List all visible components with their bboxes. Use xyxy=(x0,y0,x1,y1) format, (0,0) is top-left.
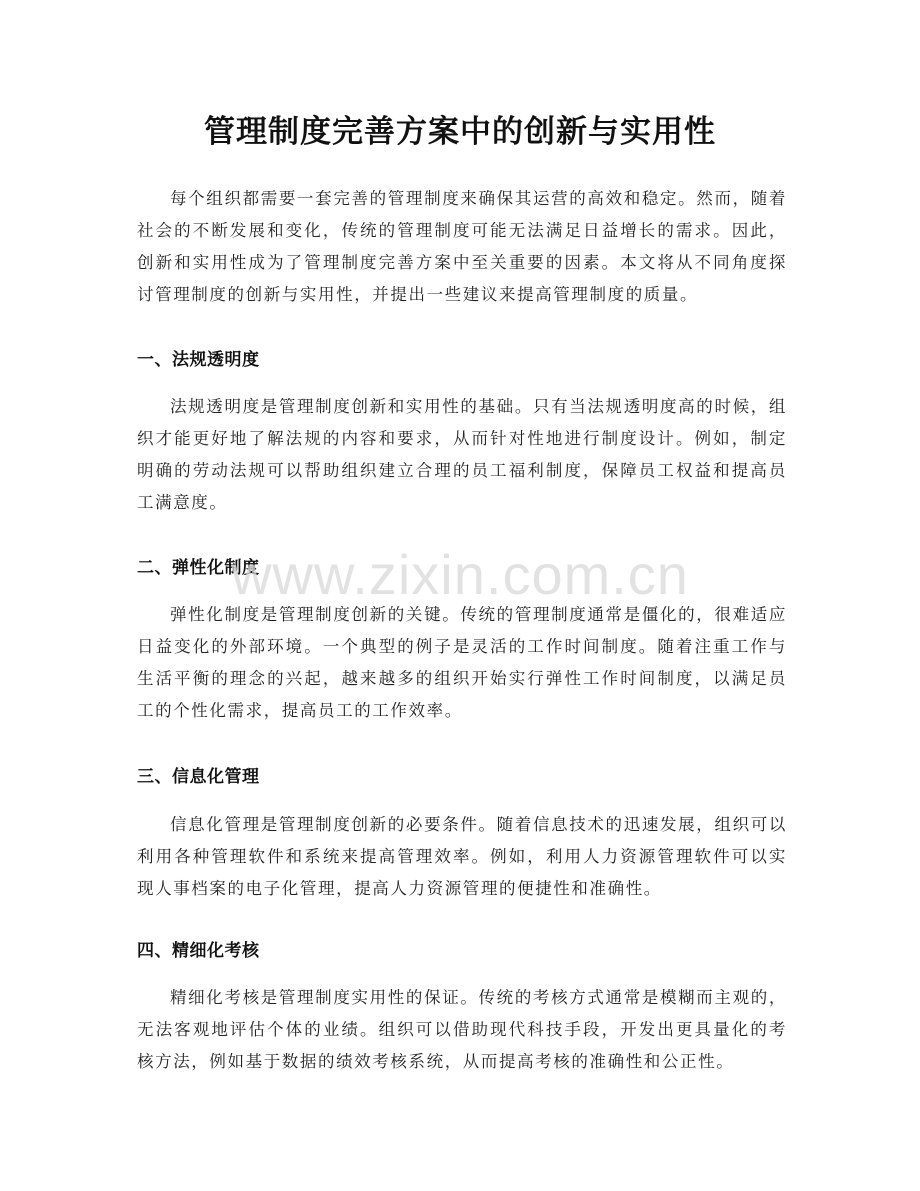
section-heading-flexible-system: 二、弹性化制度 xyxy=(137,558,260,578)
section-body-information-management: 信息化管理是管理制度创新的必要条件。随着信息技术的迅速发展，组织可以利用各种管理软件和系统来提高管理效率。例如，利用人力资源管理软件可以实现人事档案的电子化管理，提高人力资源管理的便捷性和准确性。 xyxy=(137,815,787,898)
section-heading-refined-assessment: 四、精细化考核 xyxy=(137,941,260,961)
intro-paragraph: 每个组织都需要一套完善的管理制度来确保其运营的高效和稳定。然而，随着社会的不断发展和变化，传统的管理制度可能无法满足日益增长的需求。因此，创新和实用性成为了管理制度完善方案中至关重要的因素。本文将从不同角度探讨管理制度的创新与实用性，并提出一些建议来提高管理制度的质量。 xyxy=(137,189,787,304)
section-heading-regulation-transparency: 一、法规透明度 xyxy=(137,350,260,370)
section-body-refined-assessment: 精细化考核是管理制度实用性的保证。传统的考核方式通常是模糊而主观的，无法客观地评估个体的业绩。组织可以借助现代科技手段，开发出更具量化的考核方法，例如基于数据的绩效考核系统，从而提高考核的准确性和公正性。 xyxy=(137,988,787,1071)
section-body-regulation-transparency: 法规透明度是管理制度创新和实用性的基础。只有当法规透明度高的时候，组织才能更好地了解法规的内容和要求，从而针对性地进行制度设计。例如，制定明确的劳动法规可以帮助组织建立合理的员工福利制度，保障员工权益和提高员工满意度。 xyxy=(137,397,787,512)
section-body-flexible-system: 弹性化制度是管理制度创新的关键。传统的管理制度通常是僵化的，很难适应日益变化的外部环境。一个典型的例子是灵活的工作时间制度。随着注重工作与生活平衡的理念的兴起，越来越多的组织开始实行弹性工作时间制度，以满足员工的个性化需求，提高员工的工作效率。 xyxy=(137,605,787,720)
document-title: 管理制度完善方案中的创新与实用性 xyxy=(204,114,716,150)
watermark: www.zixin.com.cn xyxy=(231,543,689,606)
section-heading-information-management: 三、信息化管理 xyxy=(137,767,260,787)
